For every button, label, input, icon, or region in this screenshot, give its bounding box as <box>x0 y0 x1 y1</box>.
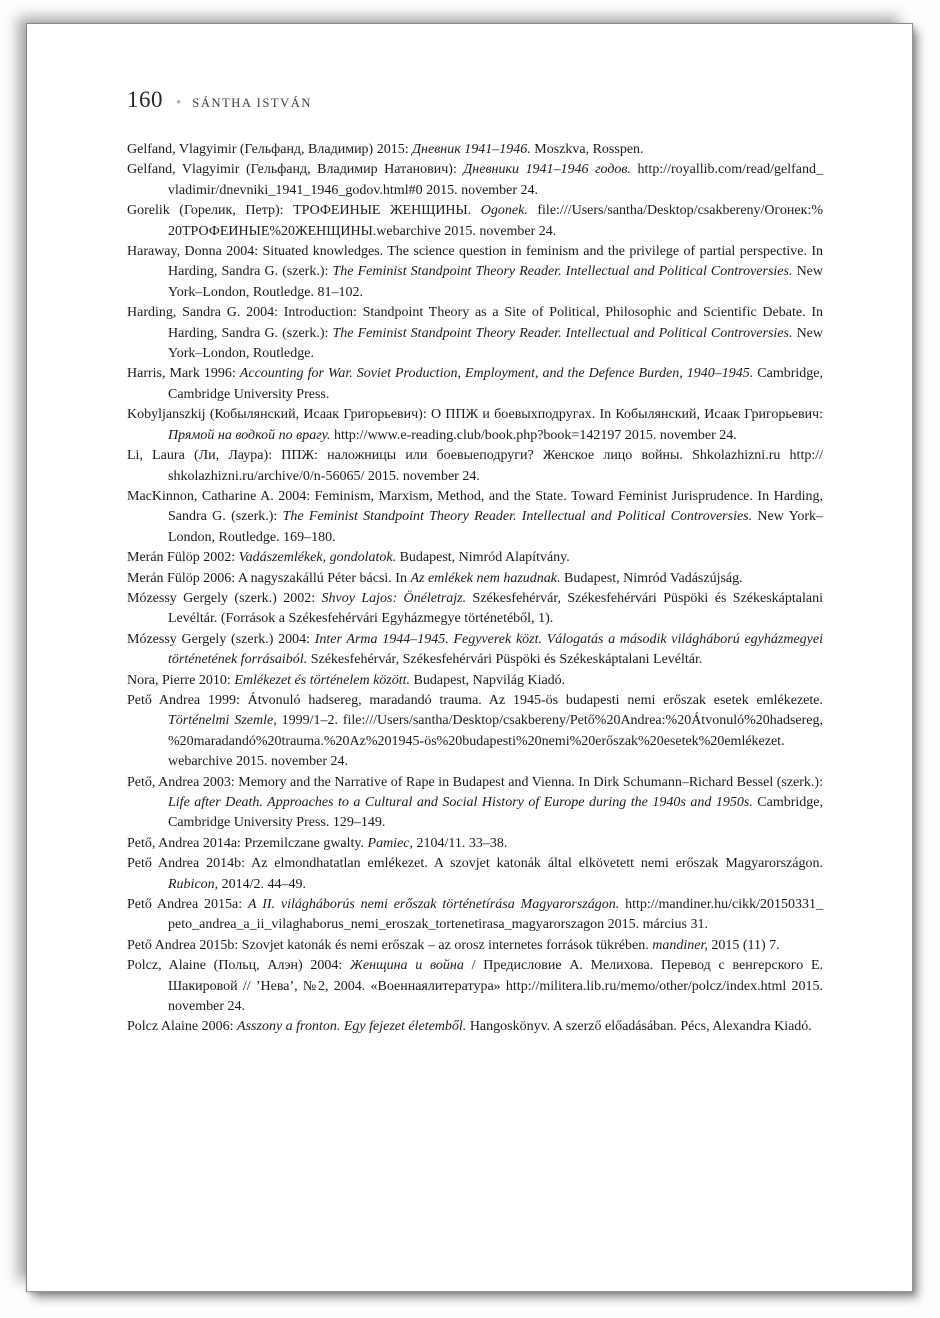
reference-entry <box>127 446 823 487</box>
reference-text-run: http:​/​/​mandiner.​hu/​cikk/​20150331_​peto_​andrea_​a_​ii_​vilaghaborus_​nemi_​eroszak_​tortenetirasa_​magyarorszagon 2015. március 31. <box>168 897 824 933</box>
reference-entry <box>127 160 823 201</box>
reference-text-run: Cambridge, Cambridge University Press. <box>168 366 824 402</box>
reference-text-run: Budapest, Nimród Vadászújság. <box>560 570 743 586</box>
reference-title-run: Asszony a fronton. Egy fejezet életemből. <box>237 1019 467 1035</box>
header-bullet-icon: • <box>176 95 182 111</box>
reference-title-run: The Feminist Standpoint Theory Reader. Intellectual and Political Controversies. <box>332 264 793 280</box>
page-number: 160 <box>127 87 163 112</box>
reference-text-run: Haraway, Donna 2004: Situated knowledges. The science question in feminism and the privilege of partial perspective. In Harding, Sandra G. (szerk.): <box>127 244 823 280</box>
reference-text-run: 1999/1–2. file:​/​/​/​Users/​santha/​Desktop/​csakbereny/​Pető%​20Andrea:​%​20Átvonuló%​20hadsereg,​%​20maradandó%​20trauma.​%​20Az%​201945-​ös%​20budapesti%​20nemi%​20erőszak%​20esetek%​20emlékezet.​webarchive 2015. november 24. <box>168 713 823 770</box>
reference-text-run: Hangoskönyv. A szerző előadásában. Pécs, Alexandra Kiadó. <box>466 1019 812 1035</box>
reference-text-run: MacKinnon, Catharine A. 2004: Feminism, Marxism, Method, and the State. Toward Feminist Jurisprudence. In Harding, Sandra G. (szerk.): <box>127 488 823 525</box>
reference-text-run: Polcz Alaine 2006: <box>127 1019 238 1035</box>
reference-title-run: Life after Death. Approaches to a Cultural and Social History of Europe during the 1940s and 1950s. <box>168 795 753 810</box>
reference-text-run: Pető Andrea 2015b: Szovjet katonák és nemi erőszak – az orosz internetes források tükrében. <box>127 937 653 953</box>
reference-text-run: Nora, Pierre 2010: <box>127 672 235 688</box>
reference-title-run: Ogonek. <box>480 203 528 219</box>
reference-text-run: Székesfehérvár, Székesfehérvári Püspöki és Székeskáptalani Levéltár. <box>307 652 703 668</box>
references-list <box>127 140 823 1038</box>
reference-text-run: Harris, Mark 1996: <box>127 366 240 382</box>
reference-text-run: New York–London, Routledge. 169–180. <box>168 509 823 545</box>
reference-entry <box>127 242 823 303</box>
reference-entry <box>127 1017 823 1037</box>
reference-entry <box>127 671 823 691</box>
reference-entry <box>127 548 823 568</box>
reference-entry <box>127 569 823 589</box>
reference-title-run: Rubicon, <box>168 876 219 892</box>
reference-entry <box>127 895 823 936</box>
reference-title-run: The Feminist Standpoint Theory Reader. Intellectual and Political Controversies. <box>332 325 793 341</box>
reference-text-run: Cambridge, Cambridge University Press. 129–149. <box>168 795 823 831</box>
reference-text-run: file:​/​/​/​Users/​santha/​Desktop/​csakbereny/​Огонек:​%​20ТРОФЕИНЫЕ%​20ЖЕНЩИНЫ.​webarchive 2015. november 24. <box>168 203 823 239</box>
reference-entry <box>127 854 823 895</box>
book-page <box>26 23 913 1292</box>
reference-entry <box>127 303 823 364</box>
reference-text-run: Kobyljanszkij (Кобылянский, Исаак Григорьевич): О ППЖ и боевыхподругах. In Кобылянский, Исаак Григорьевич: <box>127 407 823 423</box>
reference-text-run: Pető Andrea 2014b: Az elmondhatatlan emlékezet. A szovjet katonák által elkövetett nemi erőszak Magyarországon. <box>127 856 823 872</box>
reference-entry <box>127 936 823 956</box>
reference-entry <box>127 630 823 671</box>
reference-entry <box>127 201 823 242</box>
reference-entry <box>127 364 823 405</box>
reference-title-run: Történelmi Szemle, <box>168 713 277 729</box>
reference-title-run: Emlékezet és történelem között. <box>234 672 411 688</box>
reference-title-run: Accounting for War. Soviet Production, Employment, and the Defence Burden, 1940–1945. <box>239 366 754 382</box>
reference-title-run: Дневник 1941–1946. <box>412 142 531 157</box>
reference-title-run: A II. világháborús nemi erőszak történetírása Magyarországon. <box>248 897 620 913</box>
reference-text-run: Merán Fülöp 2002: <box>127 550 239 566</box>
reference-text-run: Budapest, Nimród Alapítvány. <box>396 550 570 566</box>
reference-entry <box>127 773 823 834</box>
reference-text-run: http:​/​/​www.​e-​reading.​club/​book.​php?​book=​142197 2015. november 24. <box>330 427 737 443</box>
reference-text-run: http:​/​/​royallib.​com/​read/​gelfand_​vladimir/​dnevniki_​1941_​1946_​godov.​html#​0 2015. november 24. <box>168 162 823 198</box>
running-author: SÁNTHA ISTVÁN <box>192 96 313 110</box>
reference-title-run: Pamiec, <box>367 835 413 851</box>
reference-text-run: Gelfand, Vlagyimir (Гельфанд, Владимир Натанович): <box>127 162 464 178</box>
reference-title-run: Дневники 1941–1946 годов. <box>463 162 632 178</box>
reference-text-run: Gorelik (Горелик, Петр): ТРОФЕИНЫЕ ЖЕНЩИНЫ. <box>127 203 481 219</box>
reference-text-run: New York–London, Routledge. 81–102. <box>168 264 823 300</box>
reference-text-run: 2015 (11) 7. <box>707 937 780 953</box>
reference-text-run: Harding, Sandra G. 2004: Introduction: Standpoint Theory as a Site of Political, Philosophic and Scientific Debate. In Harding, Sandra G. (szerk.): <box>127 305 823 341</box>
reference-entry <box>127 691 823 773</box>
reference-text-run: Pető, Andrea 2014a: Przemilczane gwalty. <box>127 835 368 851</box>
reference-text-run: Pető, Andrea 2003: Memory and the Narrative of Rape in Budapest and Vienna. In Dirk Schumann–Richard Bessel (szerk.): <box>127 774 823 790</box>
reference-title-run: Shvoy Lajos: Önéletrajz. <box>321 590 467 606</box>
reference-entry <box>127 956 823 1017</box>
reference-title-run: Прямой на водкой по врагу. <box>168 427 331 443</box>
reference-text-run: Pető Andrea 2015a: <box>127 897 249 913</box>
reference-title-run: Vadászemlékek, gondolatok. <box>238 550 397 566</box>
reference-entry <box>127 834 823 854</box>
reference-text-run: New York–London, Routledge. <box>168 325 823 362</box>
reference-text-run: 2014/2. 44–49. <box>218 876 307 892</box>
reference-text-run: Gelfand, Vlagyimir (Гельфанд, Владимир) 2015: <box>127 142 413 157</box>
reference-text-run: Budapest, Napvilág Kiadó. <box>410 672 566 688</box>
reference-entry <box>127 405 823 446</box>
reference-title-run: The Feminist Standpoint Theory Reader. Intellectual and Political Controversies. <box>282 509 753 525</box>
reference-title-run: Az emlékek nem hazudnak. <box>410 570 561 586</box>
reference-text-run: Li, Laura (Ли, Лаура): ППЖ: наложницы или боевыеподруги? Женское лицо войны. Shkolazhizni.ru http:​/​/​shkolazhizni.​ru/​archive/​0/​n-​56065/​ 2015. november 24. <box>127 448 823 484</box>
reference-text-run: Székesfehérvár, Székesfehérvári Püspöki és Székeskáptalani Levéltár. (Források a Székesfehérvári Egyházmegye történetéből, 1). <box>168 590 823 627</box>
reference-text-run: Merán Fülöp 2006: A nagyszakállú Péter bácsi. In <box>127 570 411 586</box>
page-header <box>127 87 822 113</box>
reference-text-run: Moszkva, Rosspen. <box>530 142 644 157</box>
reference-entry <box>127 589 823 630</box>
page-content <box>27 87 912 1038</box>
reference-text-run: Polcz, Alaine (Польц, Алэн) 2004: <box>127 958 351 974</box>
reference-text-run: Mózessy Gergely (szerk.) 2002: <box>127 590 322 606</box>
reference-title-run: Inter Arma 1944–1945. Fegyverek közt. Válogatás a második világháború egyházmegyei történetének forrásaiból. <box>168 631 823 668</box>
reference-text-run: / Предисловие А. Мелихова. Перевод с венгерского Е. Шакировой // ’Нева’, №2, 2004. «Военнаялитература» http:​/​/​militera.​lib.​ru/​memo/​other/​polcz/​index.​html 2015. november 24. <box>168 958 824 1015</box>
reference-text-run: 2104/11. 33–38. <box>413 835 508 851</box>
reference-entry <box>127 487 823 548</box>
reference-title-run: mandiner, <box>652 937 708 953</box>
reference-title-run: Женщина и война <box>350 958 464 974</box>
reference-text-run: Pető Andrea 1999: Átvonuló hadsereg, maradandó trauma. Az 1945-ös budapesti nemi erőszak esetek emlékezete. <box>127 692 823 708</box>
reference-entry <box>127 140 823 160</box>
reference-text-run: Mózessy Gergely (szerk.) 2004: <box>127 631 315 647</box>
